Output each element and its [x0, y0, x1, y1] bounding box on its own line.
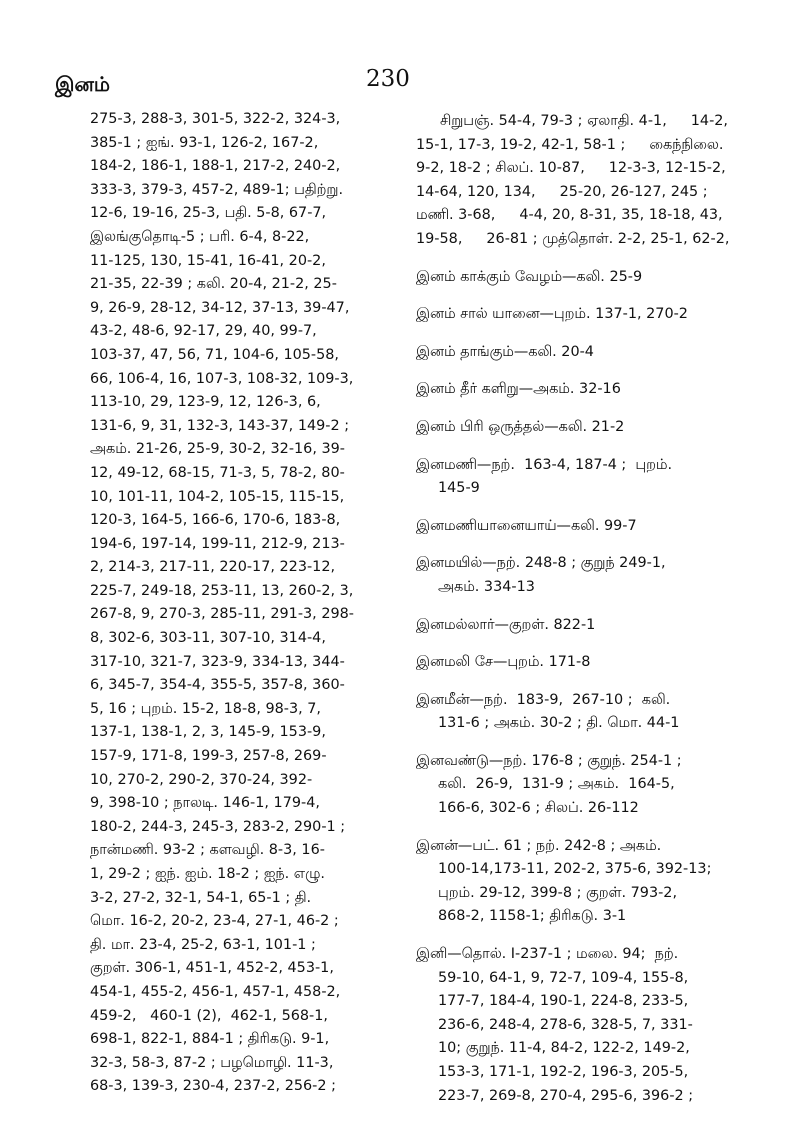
index-entry: [416, 835, 736, 929]
index-line: குறள். 306-1, 451-1, 452-2, 453-1,: [90, 960, 334, 977]
index-entry: [416, 515, 736, 539]
index-entry: [416, 454, 736, 501]
index-line: 21-35, 22-39 ; கலி. 20-4, 21-2, 25-: [90, 276, 337, 293]
entry-continuation-line: 177-7, 184-4, 190-1, 224-8, 233-5,: [438, 993, 689, 1010]
index-line: கைந்நிலை. 9-2, 18-2 ; சிலப். 10-87,: [416, 136, 724, 177]
page-number: 230: [366, 66, 410, 92]
entry-continuation-line: 145-9: [438, 480, 480, 497]
index-line: 275-3, 288-3, 301-5, 322-2, 324-3,: [90, 111, 341, 127]
index-line: 267-8, 9, 270-3, 285-11, 291-3, 298-: [90, 606, 354, 623]
index-entry: [416, 266, 736, 290]
index-line: 12-6, 19-16, 25-3, பதி. 5-8, 67-7,: [90, 205, 327, 222]
index-line: 9, 398-10 ; நாலடி. 146-1, 179-4,: [90, 795, 320, 812]
index-line: 698-1, 822-1, 884-1 ; திரிகடு. 9-1,: [90, 1031, 330, 1048]
index-entry: [416, 416, 736, 440]
index-line: 4-4, 20, 8-31, 35, 18-18, 43, 19-58,: [416, 207, 723, 247]
index-line: 225-7, 249-18, 253-11, 13, 260-2, 3,: [90, 582, 354, 599]
index-line: 68-3, 139-3, 230-4, 237-2, 256-2 ;: [90, 1078, 336, 1095]
index-line: 2, 214-3, 217-11, 220-17, 223-12,: [90, 559, 336, 576]
index-line: 113-10, 29, 123-9, 12, 126-3, 6,: [90, 394, 321, 411]
entry-continuation-line: கலி. 26-9, 131-9 ; அகம். 164-5,: [438, 776, 675, 793]
index-line: 9, 26-9, 28-12, 34-12, 37-13, 39-47,: [90, 299, 350, 316]
index-line: 10, 270-2, 290-2, 370-24, 392-: [90, 771, 313, 788]
entry-headword-line: இனம் தாங்கும்—கலி. 20-4: [416, 343, 594, 360]
entry-headword-line: இனவண்டு—நற். 176-8 ; குறுந். 254-1 ;: [416, 752, 682, 769]
index-entry: [416, 378, 736, 402]
entry-headword-line: இனம் சால் யானை—புறம். 137-1, 270-2: [416, 306, 688, 323]
index-entry: [416, 651, 736, 675]
entry-headword-line: இனமணி—நற். 163-4, 187-4 ; புறம்.: [416, 456, 673, 473]
index-line: 12, 49-12, 68-15, 71-3, 5, 78-2, 80-: [90, 464, 345, 481]
entry-continuation-line: 868-2, 1158-1; திரிகடு. 3-1: [438, 908, 627, 925]
index-line: 194-6, 197-14, 199-11, 212-9, 213-: [90, 535, 345, 552]
entry-continuation-line: 236-6, 248-4, 278-6, 328-5, 7, 331-: [438, 1016, 693, 1033]
index-line: 3-2, 27-2, 32-1, 54-1, 65-1 ; தி.: [90, 889, 312, 906]
continued-entry: [416, 110, 736, 252]
index-entry: [416, 303, 736, 327]
index-line: 25-20, 26-127, 245 ; மணி. 3-68,: [416, 183, 708, 224]
index-line: 10, 101-11, 104-2, 105-15, 115-15,: [90, 488, 345, 505]
index-entry: [416, 750, 736, 821]
entry-continuation-line: 153-3, 171-1, 192-2, 196-3, 205-5,: [438, 1064, 689, 1080]
entry-headword-line: இனி—தொல். I-237-1 ; மலை. 94; நற்.: [416, 946, 679, 963]
index-line: 12-3-3, 12-15-2, 14-64, 120, 134,: [416, 160, 726, 200]
index-line: 454-1, 455-2, 456-1, 457-1, 458-2,: [90, 983, 341, 1000]
left-column: [90, 108, 392, 1099]
index-line: அகம். 21-26, 25-9, 30-2, 32-16, 39-: [90, 441, 345, 458]
index-line: 32-3, 58-3, 87-2 ; பழமொழி. 11-3,: [90, 1054, 334, 1071]
index-line: 43-2, 48-6, 92-17, 29, 40, 99-7,: [90, 323, 317, 340]
entry-headword-line: இனம் தீர் களிறு—அகம். 32-16: [416, 381, 621, 398]
index-entry: [416, 552, 736, 599]
entry-continuation-line: 131-6 ; அகம். 30-2 ; தி. மொ. 44-1: [438, 715, 680, 732]
index-line: 120-3, 164-5, 166-6, 170-6, 183-8,: [90, 512, 341, 529]
page-header: [0, 66, 800, 112]
entry-headword-line: இனமணியானையாய்—கலி. 99-7: [416, 517, 637, 534]
index-line: 5, 16 ; புறம். 15-2, 18-8, 98-3, 7,: [90, 700, 322, 717]
index-line: 6, 345-7, 354-4, 355-5, 357-8, 360-: [90, 677, 345, 694]
index-line: 459-2, 460-1 (2), 462-1, 568-1,: [90, 1007, 328, 1024]
entry-headword-line: இனம் பிரி ஒருத்தல்—கலி. 21-2: [416, 418, 625, 435]
index-line: 66, 106-4, 16, 107-3, 108-32, 109-3,: [90, 370, 354, 387]
index-line: மொ. 16-2, 20-2, 23-4, 27-1, 46-2 ;: [90, 913, 339, 930]
entry-headword-line: இனமலி சே—புறம். 171-8: [416, 654, 591, 671]
entry-headword-line: இனமல்லார்—குறள். 822-1: [416, 616, 596, 633]
entry-continuation-line: அகம். 334-13: [438, 578, 535, 595]
index-line: தி. மா. 23-4, 25-2, 63-1, 101-1 ;: [90, 936, 316, 953]
index-line: 26-81 ; முத்தொள். 2-2, 25-1, 62-2,: [486, 230, 730, 247]
index-line: 333-3, 379-3, 457-2, 489-1; பதிற்று.: [90, 181, 344, 198]
index-line: 8, 302-6, 303-11, 307-10, 314-4,: [90, 630, 326, 647]
entry-continuation-line: 10; குறுந். 11-4, 84-2, 122-2, 149-2,: [438, 1040, 690, 1057]
index-line: 131-6, 9, 31, 132-3, 143-37, 149-2 ;: [90, 417, 350, 434]
index-entry: [416, 614, 736, 638]
entry-continuation-line: புறம். 29-12, 399-8 ; குறள். 793-2,: [438, 884, 678, 901]
index-line: 184-2, 186-1, 188-1, 217-2, 240-2,: [90, 158, 341, 175]
entry-headword-line: இனமீன்—நற். 183-9, 267-10 ; கலி.: [416, 691, 671, 708]
index-line: 11-125, 130, 15-41, 16-41, 20-2,: [90, 252, 326, 269]
index-line: நான்மணி. 93-2 ; களவழி. 8-3, 16-: [90, 842, 325, 859]
right-column: [416, 110, 736, 1122]
index-line: 1, 29-2 ; ஐந். ஐம். 18-2 ; ஐந். எழு.: [90, 866, 325, 882]
entry-headword-line: இனன்—பட். 61 ; நற். 242-8 ; அகம்.: [416, 837, 662, 854]
index-line: 103-37, 47, 56, 71, 104-6, 105-58,: [90, 346, 340, 363]
index-line: சிறுபஞ். 54-4, 79-3 ; ஏலாதி. 4-1,: [440, 113, 667, 129]
entry-continuation-line: 100-14,173-11, 202-2, 375-6, 392-13;: [438, 861, 712, 878]
entry-headword-line: இனம் காக்கும் வேழம்—கலி. 25-9: [416, 268, 643, 285]
index-entry: [416, 689, 736, 736]
entry-list: [416, 266, 736, 1109]
index-line: 14-2, 15-1, 17-3, 19-2, 42-1, 58-1 ;: [416, 113, 728, 153]
running-headword: இனம்: [55, 72, 110, 96]
index-line: 157-9, 171-8, 199-3, 257-8, 269-: [90, 748, 327, 765]
index-line: இலங்குதொடி-5 ; பரி. 6-4, 8-22,: [90, 228, 310, 245]
index-line: 180-2, 244-3, 245-3, 283-2, 290-1 ;: [90, 818, 346, 835]
index-entry: [416, 943, 736, 1108]
index-entry: [416, 341, 736, 365]
entry-headword-line: இனமயில்—நற். 248-8 ; குறுந் 249-1,: [416, 555, 666, 572]
index-line: 137-1, 138-1, 2, 3, 145-9, 153-9,: [90, 724, 326, 741]
index-line: 385-1 ; ஐங். 93-1, 126-2, 167-2,: [90, 134, 319, 151]
entry-continuation-line: 166-6, 302-6 ; சிலப். 26-112: [438, 800, 639, 817]
index-line: 317-10, 321-7, 323-9, 334-13, 344-: [90, 653, 345, 670]
entry-continuation-line: 223-7, 269-8, 270-4, 295-6, 396-2 ;: [438, 1087, 694, 1104]
entry-continuation-line: 59-10, 64-1, 9, 72-7, 109-4, 155-8,: [438, 969, 689, 986]
